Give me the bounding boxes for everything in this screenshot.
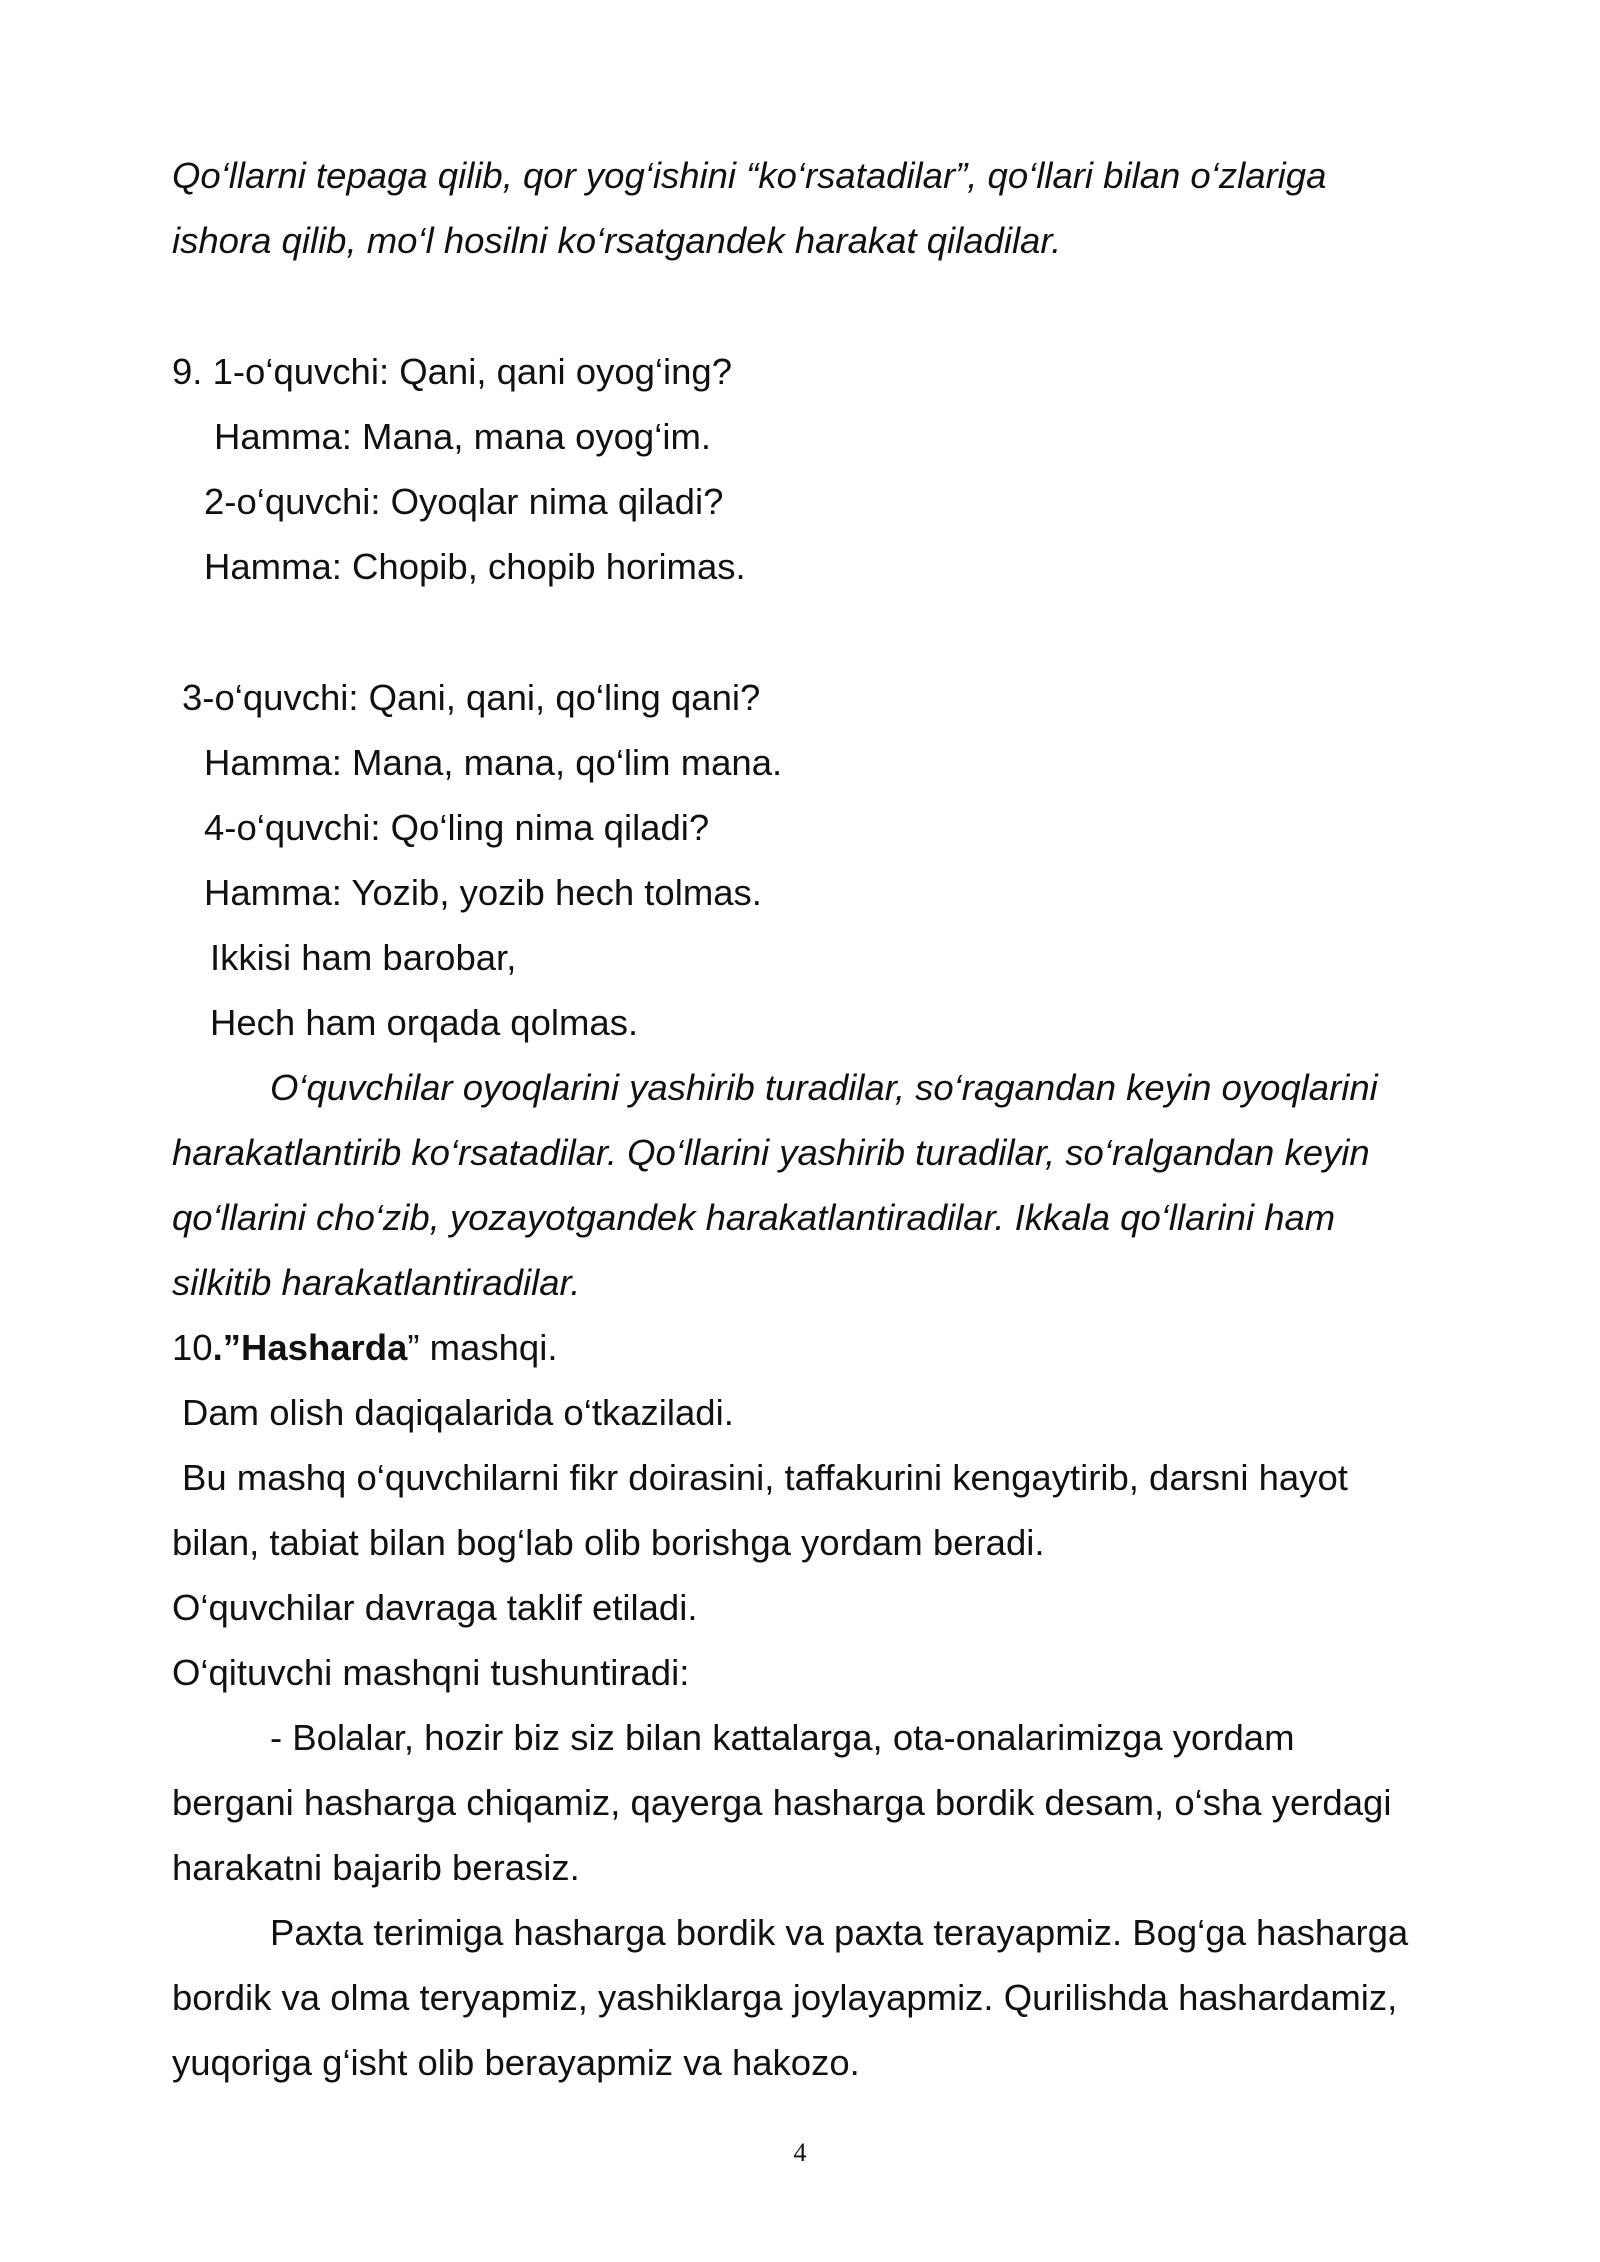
dialog-line: 2-o‘quvchi: Oyoqlar nima qiladi? [204,481,724,522]
section-heading [172,1326,557,1370]
dialog-line: 9. 1-o‘quvchi: Qani, qani oyog‘ing? [172,351,733,392]
body-line: bergani hasharga chiqamiz, qayerga hasharga bordik desam, o‘sha yerdagi [172,1782,1392,1823]
body-line: Bu mashq o‘quvchilarni fikr doirasini, taffakurini kengaytirib, darsni hayot [182,1457,1348,1498]
dialog-line: Hamma: Yozib, yozib hech tolmas. [204,872,762,913]
instruction-line: O‘quvchilar oyoqlarini yashirib turadilar, so‘ragandan keyin oyoqlarini [270,1067,1378,1108]
body-line: O‘qituvchi mashqni tushuntiradi: [172,1652,690,1693]
body-line: - Bolalar, hozir biz siz bilan kattalarga, ota-onalarimizga yordam [270,1717,1295,1758]
body-line: Dam olish daqiqalarida o‘tkaziladi. [182,1392,734,1433]
dialog-line: 3-o‘quvchi: Qani, qani, qo‘ling qani? [182,677,761,718]
body-line: Paxta terimiga hasharga bordik va paxta terayapmiz. Bog‘ga hasharga [270,1912,1409,1953]
intro-line-2: ishora qilib, mo‘l hosilni ko‘rsatgandek harakat qiladilar. [172,220,1062,261]
instruction-line: qo‘llarini cho‘zib, yozayotgandek harakatlantiradilar. Ikkala qo‘llarini ham [172,1197,1336,1238]
body-line: harakatni bajarib berasiz. [172,1847,580,1888]
dialog-line: Hamma: Chopib, chopib horimas. [204,546,746,587]
section-number: 10 [172,1327,213,1368]
dialog-line: Ikkisi ham barobar, [210,937,517,978]
instruction-line: silkitib harakatlantiradilar. [172,1262,581,1303]
section-title: .”Hasharda [212,1327,408,1368]
intro-line-1: Qo‘llarni tepaga qilib, qor yog‘ishini “ko‘rsatadilar”, qo‘llari bilan o‘zlariga [172,155,1327,196]
dialog-line: 4-o‘quvchi: Qo‘ling nima qiladi? [204,807,710,848]
dialog-line: Hamma: Mana, mana, qo‘lim mana. [204,742,783,783]
page-number: 4 [793,2138,807,2167]
dialog-line: Hech ham orqada qolmas. [210,1002,639,1043]
body-line: bordik va olma teryapmiz, yashiklarga joylayapmiz. Qurilishda hashardamiz, [172,1977,1398,2018]
body-line: bilan, tabiat bilan bog‘lab olib borishga yordam beradi. [172,1522,1045,1563]
dialog-line: Hamma: Mana, mana oyog‘im. [214,416,711,457]
section-title-suffix: ” mashqi. [407,1327,558,1368]
instruction-line: harakatlantirib ko‘rsatadilar. Qo‘llarini yashirib turadilar, so‘ralgandan keyin [172,1132,1370,1173]
body-line: yuqoriga g‘isht olib berayapmiz va hakozo. [172,2042,860,2083]
body-line: O‘quvchilar davraga taklif etiladi. [172,1587,698,1628]
